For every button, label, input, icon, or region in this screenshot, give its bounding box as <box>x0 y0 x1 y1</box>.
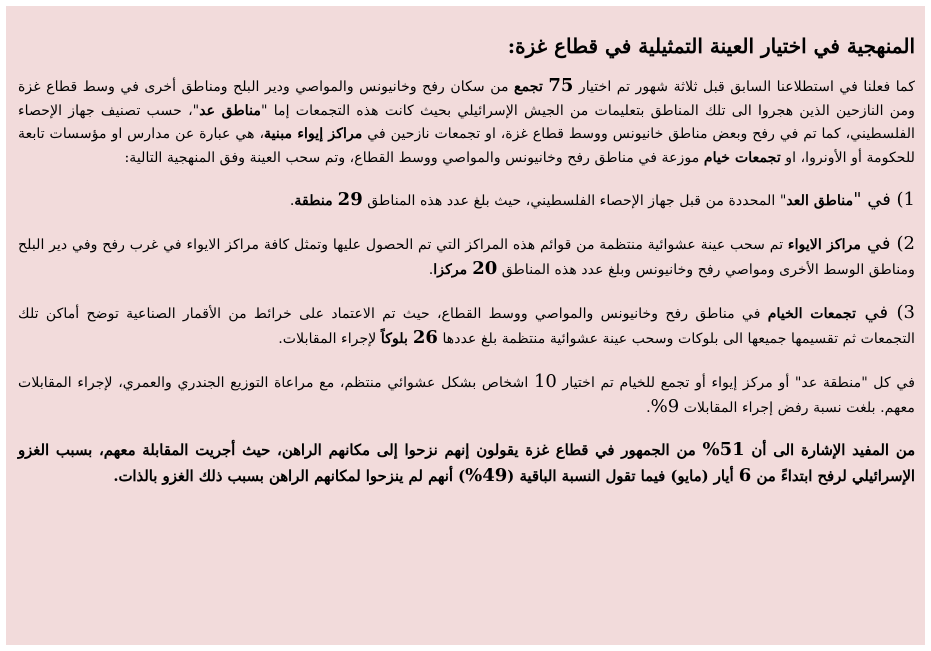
item2-text-2: تم سحب عينة عشوائية منتظمة من قوائم هذه المراكز التي تم الحصول عليها وتمثل كافة مراكز الايواء في غرب رفح وفي دير البلح ومناطق الوسط الأخرى ومواصي رفح وخانيونس وبلغ عدد هذه المناطق <box>18 236 915 278</box>
intro-text-5: ، هي عبارة عن مدارس او مؤسسات تابعة للحكومة أو الأونروا، او <box>18 126 915 166</box>
item1-number: 29 <box>337 189 363 210</box>
item3-text-3: لإجراء المقابلات. <box>278 331 381 347</box>
section-heading: المنهجية في اختيار العينة التمثيلية في قطاع غزة: <box>507 34 915 58</box>
item1-bold-2: منطقة <box>294 193 338 209</box>
final-note <box>18 437 915 489</box>
final-number-6: 6 <box>738 464 752 486</box>
intro-bold-marakiz: مراكز إيواء مبنية <box>264 126 363 142</box>
item2-bold-2: مركزا <box>433 262 473 278</box>
item2-text-3: . <box>428 262 434 278</box>
item3-bold-2: بلوكاً <box>380 331 413 347</box>
item1-text-1: 1) في " <box>853 189 915 210</box>
intro-bold-manatiq-ad: مناطق عد <box>199 102 262 119</box>
item1-bold-1: مناطق العد <box>786 193 854 209</box>
item3-text-1: 3) في <box>856 301 915 323</box>
final-number-51: 51% <box>702 438 745 460</box>
item3-number: 26 <box>412 327 438 348</box>
item2-bold-1: مراكز الايواء <box>787 236 861 253</box>
intro-bold-tajammu: تجمع <box>514 79 543 95</box>
final-text-1: من المفيد الإشارة الى أن <box>744 441 916 459</box>
final-number-49: 49% <box>465 464 508 486</box>
intro-paragraph <box>18 74 915 170</box>
intro-bold-khiyam: تجمعات خيام <box>703 149 781 166</box>
intro-text-1: كما فعلنا في استطلاعنا السابق قبل ثلاثة شهور تم اختيار <box>573 79 916 95</box>
intro-text-3: من سكان رفح وخانيونس والمواصي ودير البلح ومناطق أخرى في وسط قطاع غزة ومن النازحين الذين هجروا الى تلك المناطق بتعليمات من الجيش الإسرائيلي بحيث كانت هذه التجمعات إما " <box>18 79 915 119</box>
method-item-1 <box>18 188 915 214</box>
final-text-4: ) أنهم لم ينزحوا لمكانهم الراهن بسبب ذلك الغزو بالذات. <box>113 467 466 485</box>
item4-text-2: اشخاص بشكل عشوائي منتظم، مع مراعاة التوزيع الجندري والعمري، لإجراء المقابلات معهم. بلغت نسبة رفض إجراء المقابلات <box>18 374 915 416</box>
item1-text-2: " المحددة من قبل جهاز الإحصاء الفلسطيني، حيث بلغ عدد هذه المناطق <box>362 193 787 209</box>
intro-text-6: موزعة في مناطق رفح وخانيونس والمواصي ووسط القطاع، وتم سحب العينة وفق المنهجية التالية: <box>124 149 704 166</box>
item1-text-3: . <box>289 193 295 209</box>
item4-text-3: . <box>646 400 651 416</box>
item3-bold-1: تجمعات الخيام <box>767 305 857 322</box>
intro-number-75: 75 <box>548 75 574 96</box>
item3-text-2: في مناطق رفح وخانيونس والمواصي ووسط القطاع، حيث تم الاعتماد على خرائط من الأقمار الصناعية توضح أماكن تلك التجمعات ثم تقسيمها جميعها الى بلوكات وسحب عينة عشوائية منتظمة بلغ عددها <box>18 305 915 347</box>
item2-number: 20 <box>472 258 498 279</box>
method-item-3 <box>18 301 915 352</box>
method-item-4 <box>18 370 915 421</box>
method-item-2 <box>18 232 915 283</box>
final-text-3: أيار (مايو) فيما تقول النسبة الباقية ( <box>507 467 739 485</box>
item4-percent: 9% <box>650 396 680 417</box>
final-text-2: من الجمهور في قطاع غزة يقولون إنهم نزحوا إلى مكانهم الراهن، حيث أجريت المقابلة معهم، بسبب الغزو الإسرائيلي لرفح ابتداءً من <box>18 441 915 485</box>
item4-number: 10 <box>533 370 557 392</box>
document-page <box>6 6 925 645</box>
intro-text-4: "، حسب تصنيف جهاز الإحصاء الفلسطيني، كما تم في رفح وبعض مناطق خانيونس ووسط قطاع غزة، او تجمعات نازحين في <box>18 102 915 142</box>
item4-text-1: في كل "منطقة عد" أو مركز إيواء أو تجمع للخيام تم اختيار <box>556 374 916 391</box>
item2-text-1: 2) في <box>860 232 915 254</box>
